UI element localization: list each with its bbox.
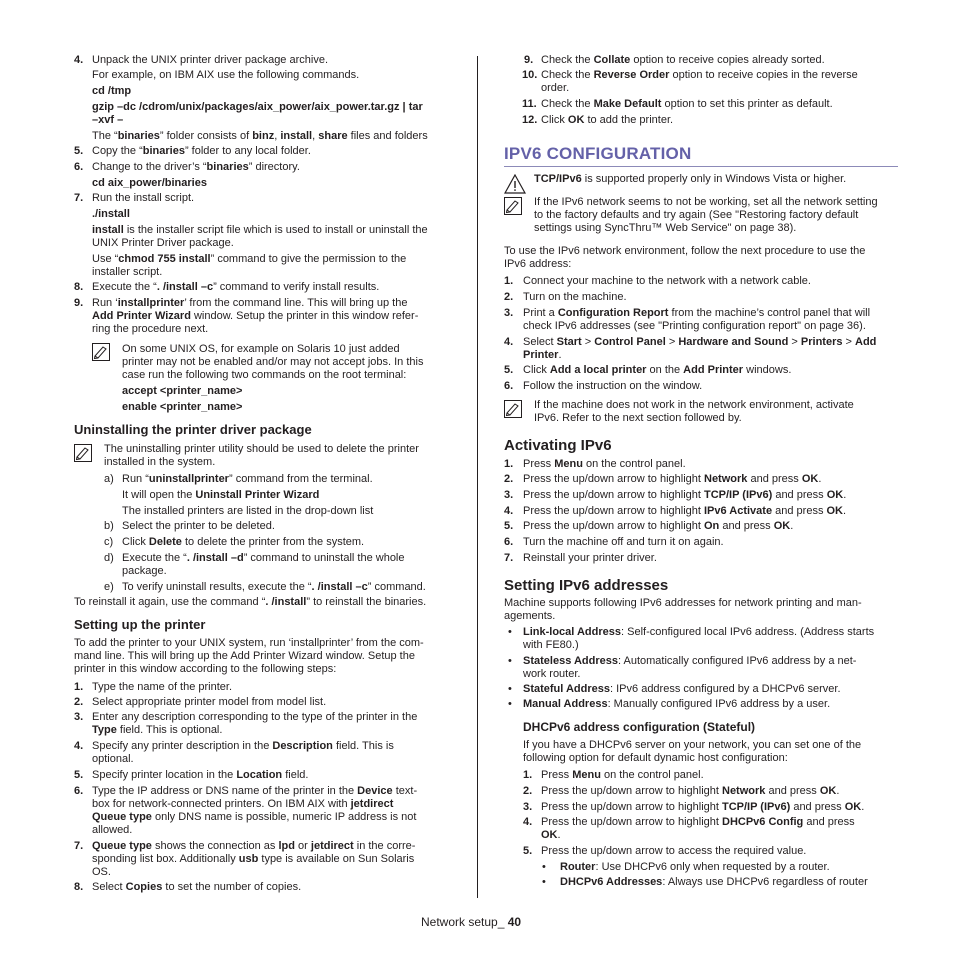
step-text: Press the up/down arrow to highlight On and press OK. bbox=[523, 520, 794, 532]
substep-text: It will open the Uninstall Printer Wizard bbox=[122, 489, 320, 501]
step-number: 7. bbox=[74, 192, 84, 204]
note-text: If the IPv6 network seems to not be working, set all the network setting bbox=[534, 196, 878, 208]
step-number: 4. bbox=[74, 54, 84, 66]
step-number: 8. bbox=[74, 881, 84, 893]
section-heading: Setting IPv6 addresses bbox=[504, 577, 669, 594]
step-number: 7. bbox=[74, 840, 84, 852]
note-text: to the factory defaults and try again (See "Restoring factory default bbox=[534, 209, 859, 221]
bullet-text: Link-local Address: Self-configured local IPv6 address. (Address starts bbox=[523, 626, 875, 638]
step-number: 2. bbox=[504, 291, 514, 303]
step-text: Click OK to add the printer. bbox=[541, 114, 674, 126]
bullet: • bbox=[508, 626, 512, 638]
step-text: Queue type only DNS name is possible, numeric IP address is not bbox=[92, 811, 417, 823]
step-number: 3. bbox=[74, 711, 84, 723]
step-text: Check the Collate option to receive copies already sorted. bbox=[541, 54, 825, 66]
body-text: Machine supports following IPv6 addresses for network printing and man- bbox=[504, 597, 862, 609]
code-line: enable <printer_name> bbox=[122, 401, 243, 413]
step-number: 5. bbox=[74, 769, 84, 781]
step-text: installer script. bbox=[92, 266, 163, 278]
note-icon bbox=[74, 444, 92, 462]
bullet: • bbox=[542, 876, 546, 888]
substep-text: package. bbox=[122, 565, 167, 577]
step-number: 3. bbox=[504, 489, 514, 501]
step-number: 2. bbox=[504, 473, 514, 485]
note-icon bbox=[504, 400, 522, 418]
step-number: 3. bbox=[504, 307, 514, 319]
column-divider bbox=[477, 56, 478, 898]
bullet: • bbox=[508, 655, 512, 667]
step-text: Press Menu on the control panel. bbox=[541, 769, 704, 781]
step-number: 2. bbox=[74, 696, 84, 708]
step-text: Type field. This is optional. bbox=[92, 724, 223, 736]
step-text: allowed. bbox=[92, 824, 133, 836]
step-text: Select appropriate printer model from model list. bbox=[92, 696, 327, 708]
step-number: 11. bbox=[522, 98, 537, 110]
step-text: Check the Make Default option to set this printer as default. bbox=[541, 98, 833, 110]
section-heading: Setting up the printer bbox=[74, 617, 206, 632]
step-number: 7. bbox=[504, 552, 514, 564]
step-text: Click Add a local printer on the Add Printer windows. bbox=[523, 364, 792, 376]
page-section-title: IPV6 CONFIGURATION bbox=[504, 144, 692, 163]
substep-letter: c) bbox=[104, 536, 114, 548]
step-number: 5. bbox=[74, 145, 84, 157]
step-number: 1. bbox=[504, 458, 514, 470]
step-text: Type the IP address or DNS name of the printer in the Device text- bbox=[92, 785, 418, 797]
step-text: install is the installer script file which is used to install or uninstall the bbox=[92, 224, 428, 236]
step-text: Follow the instruction on the window. bbox=[523, 380, 703, 392]
substep-letter: b) bbox=[104, 520, 114, 532]
step-text: Press the up/down arrow to highlight TCP/IP (IPv6) and press OK. bbox=[541, 801, 865, 813]
bullet: • bbox=[542, 861, 546, 873]
code-line: cd /tmp bbox=[92, 85, 132, 97]
page-number: 40 bbox=[507, 915, 522, 929]
step-number: 6. bbox=[74, 785, 84, 797]
step-text: check IPv6 addresses (see "Printing configuration report" on page 36). bbox=[523, 320, 866, 332]
note-text: If the machine does not work in the network environment, activate bbox=[534, 399, 854, 411]
substep-text: To verify uninstall results, execute the “. /install –c” command. bbox=[122, 581, 426, 593]
substep-letter: d) bbox=[104, 552, 114, 564]
step-number: 5. bbox=[504, 520, 514, 532]
step-text: Press the up/down arrow to highlight IPv6 Activate and press OK. bbox=[523, 505, 847, 517]
step-text: Execute the “. /install –c” command to verify install results. bbox=[92, 281, 380, 293]
step-number: 9. bbox=[74, 297, 84, 309]
step-text: Press the up/down arrow to highlight Network and press OK. bbox=[523, 473, 822, 485]
body-text: To use the IPv6 network environment, follow the next procedure to use the bbox=[504, 245, 866, 257]
step-text: Press the up/down arrow to highlight DHCPv6 Config and press bbox=[541, 816, 855, 828]
note-text: IPv6. Refer to the next section followed by. bbox=[534, 412, 742, 424]
step-number: 8. bbox=[74, 281, 84, 293]
note-text: case run the following two commands on the root terminal: bbox=[122, 369, 407, 381]
step-number: 3. bbox=[523, 801, 533, 813]
body-text: agements. bbox=[504, 610, 556, 622]
bullet-text: work router. bbox=[523, 668, 581, 680]
step-text: Run the install script. bbox=[92, 192, 195, 204]
step-text: Turn the machine off and turn it on again. bbox=[523, 536, 724, 548]
footer-section: Network setup_ bbox=[421, 915, 508, 929]
code-line: accept <printer_name> bbox=[122, 385, 243, 397]
page-footer bbox=[421, 915, 521, 929]
body-text: To add the printer to your UNIX system, run ‘installprinter’ from the com- bbox=[74, 637, 424, 649]
subsection-heading: DHCPv6 address configuration (Stateful) bbox=[523, 720, 756, 734]
substep-text: Execute the “. /install –d” command to uninstall the whole bbox=[122, 552, 405, 564]
substep-text: Select the printer to be deleted. bbox=[122, 520, 275, 532]
step-text: Use “chmod 755 install” command to give the permission to the bbox=[92, 253, 407, 265]
step-text: Add Printer Wizard window. Setup the printer in this window refer- bbox=[92, 310, 419, 322]
body-text: following option for default dynamic host configuration: bbox=[523, 752, 788, 764]
step-number: 1. bbox=[74, 681, 84, 693]
note-icon bbox=[504, 197, 522, 215]
step-text: optional. bbox=[92, 753, 134, 765]
bullet-text: with FE80.) bbox=[523, 639, 579, 651]
step-text: Reinstall your printer driver. bbox=[523, 552, 657, 564]
body-text: To reinstall it again, use the command “. /install” to reinstall the binaries. bbox=[74, 596, 427, 608]
warning-text: TCP/IPv6 is supported properly only in Windows Vista or higher. bbox=[534, 173, 847, 185]
bullet-text: Manual Address: Manually configured IPv6 address by a user. bbox=[523, 698, 831, 710]
step-text: The “binaries” folder consists of binz, install, share files and folders bbox=[92, 130, 428, 142]
step-text: sponding list box. Additionally usb type is available on Sun Solaris bbox=[92, 853, 415, 865]
step-number: 4. bbox=[504, 336, 514, 348]
step-text: Press Menu on the control panel. bbox=[523, 458, 686, 470]
step-text: Specify printer location in the Location field. bbox=[92, 769, 309, 781]
note-text: The uninstalling printer utility should be used to delete the printer bbox=[104, 443, 419, 455]
code-line: cd aix_power/binaries bbox=[92, 177, 207, 189]
step-text: ring the procedure next. bbox=[92, 323, 209, 335]
bullet-text: DHCPv6 Addresses: Always use DHCPv6 regardless of router bbox=[560, 876, 868, 888]
step-number: 6. bbox=[504, 380, 514, 392]
step-text: OS. bbox=[92, 866, 111, 878]
step-number: 12. bbox=[522, 114, 538, 126]
step-text: Turn on the machine. bbox=[523, 291, 627, 303]
bullet-text: Router: Use DHCPv6 only when requested by a router. bbox=[560, 861, 830, 873]
step-number: 2. bbox=[523, 785, 533, 797]
step-text: box for network-connected printers. On IBM AIX with jetdirect bbox=[92, 798, 394, 810]
body-text: If you have a DHCPv6 server on your network, you can set one of the bbox=[523, 739, 862, 751]
step-text: Type the name of the printer. bbox=[92, 681, 233, 693]
step-number: 5. bbox=[523, 845, 533, 857]
step-number: 5. bbox=[504, 364, 514, 376]
step-text: Change to the driver’s “binaries” directory. bbox=[92, 161, 300, 173]
step-text: Printer. bbox=[523, 349, 562, 361]
step-text: Select Copies to set the number of copies. bbox=[92, 881, 302, 893]
note-text: On some UNIX OS, for example on Solaris 10 just added bbox=[122, 343, 400, 355]
step-number: 4. bbox=[74, 740, 84, 752]
substep-text: Click Delete to delete the printer from the system. bbox=[122, 536, 365, 548]
section-heading: Activating IPv6 bbox=[504, 437, 612, 454]
code-line: –xvf – bbox=[92, 114, 124, 126]
step-number: 4. bbox=[523, 816, 533, 828]
step-number: 6. bbox=[504, 536, 514, 548]
warning-icon bbox=[504, 174, 526, 194]
body-text: IPv6 address: bbox=[504, 258, 572, 270]
step-text: Connect your machine to the network with a network cable. bbox=[523, 275, 811, 287]
step-text: Unpack the UNIX printer driver package archive. bbox=[92, 54, 328, 66]
note-text: printer may not be enabled and/or may not accept jobs. In this bbox=[122, 356, 424, 368]
bullet-text: Stateless Address: Automatically configured IPv6 address by a net- bbox=[523, 655, 857, 667]
substep-letter: a) bbox=[104, 473, 114, 485]
step-text: Enter any description corresponding to the type of the printer in the bbox=[92, 711, 418, 723]
code-line: gzip –dc /cdrom/unix/packages/aix_power/aix_power.tar.gz | tar bbox=[92, 101, 423, 113]
step-text: Check the Reverse Order option to receive copies in the reverse bbox=[541, 69, 858, 81]
step-text: order. bbox=[541, 82, 570, 94]
step-text: Press the up/down arrow to access the required value. bbox=[541, 845, 807, 857]
step-number: 6. bbox=[74, 161, 84, 173]
title-rule bbox=[504, 166, 898, 167]
note-text: installed in the system. bbox=[104, 456, 216, 468]
step-text: Run ‘installprinter’ from the command line. This will bring up the bbox=[92, 297, 408, 309]
substep-letter: e) bbox=[104, 581, 114, 593]
step-text: Specify any printer description in the Description field. This is bbox=[92, 740, 394, 752]
body-text: printer in this window according to the following steps: bbox=[74, 663, 337, 675]
step-text: Print a Configuration Report from the machine’s control panel that will bbox=[523, 307, 871, 319]
step-text: Queue type shows the connection as lpd or jetdirect in the corre- bbox=[92, 840, 416, 852]
step-text: Press the up/down arrow to highlight Network and press OK. bbox=[541, 785, 840, 797]
bullet: • bbox=[508, 698, 512, 710]
step-number: 9. bbox=[524, 54, 534, 66]
step-number: 10. bbox=[522, 69, 538, 81]
substep-text: Run “uninstallprinter” command from the terminal. bbox=[122, 473, 373, 485]
body-text: mand line. This will bring up the Add Printer Wizard window. Setup the bbox=[74, 650, 415, 662]
step-number: 1. bbox=[504, 275, 514, 287]
step-text: Press the up/down arrow to highlight TCP/IP (IPv6) and press OK. bbox=[523, 489, 847, 501]
step-number: 1. bbox=[523, 769, 533, 781]
bullet-text: Stateful Address: IPv6 address configured by a DHCPv6 server. bbox=[523, 683, 841, 695]
step-text: Select Start > Control Panel > Hardware and Sound > Printers > Add bbox=[523, 336, 877, 348]
step-text: UNIX Printer Driver package. bbox=[92, 237, 234, 249]
section-heading: Uninstalling the printer driver package bbox=[74, 422, 312, 437]
step-text: OK. bbox=[541, 829, 561, 841]
note-text: settings using SyncThru™ Web Service" on page 38). bbox=[534, 222, 797, 234]
note-icon bbox=[92, 343, 110, 361]
step-number: 4. bbox=[504, 505, 514, 517]
code-line: ./install bbox=[92, 208, 130, 220]
bullet: • bbox=[508, 683, 512, 695]
step-text: For example, on IBM AIX use the following commands. bbox=[92, 69, 360, 81]
step-text: Copy the “binaries” folder to any local folder. bbox=[92, 145, 311, 157]
substep-text: The installed printers are listed in the drop-down list bbox=[122, 505, 374, 517]
